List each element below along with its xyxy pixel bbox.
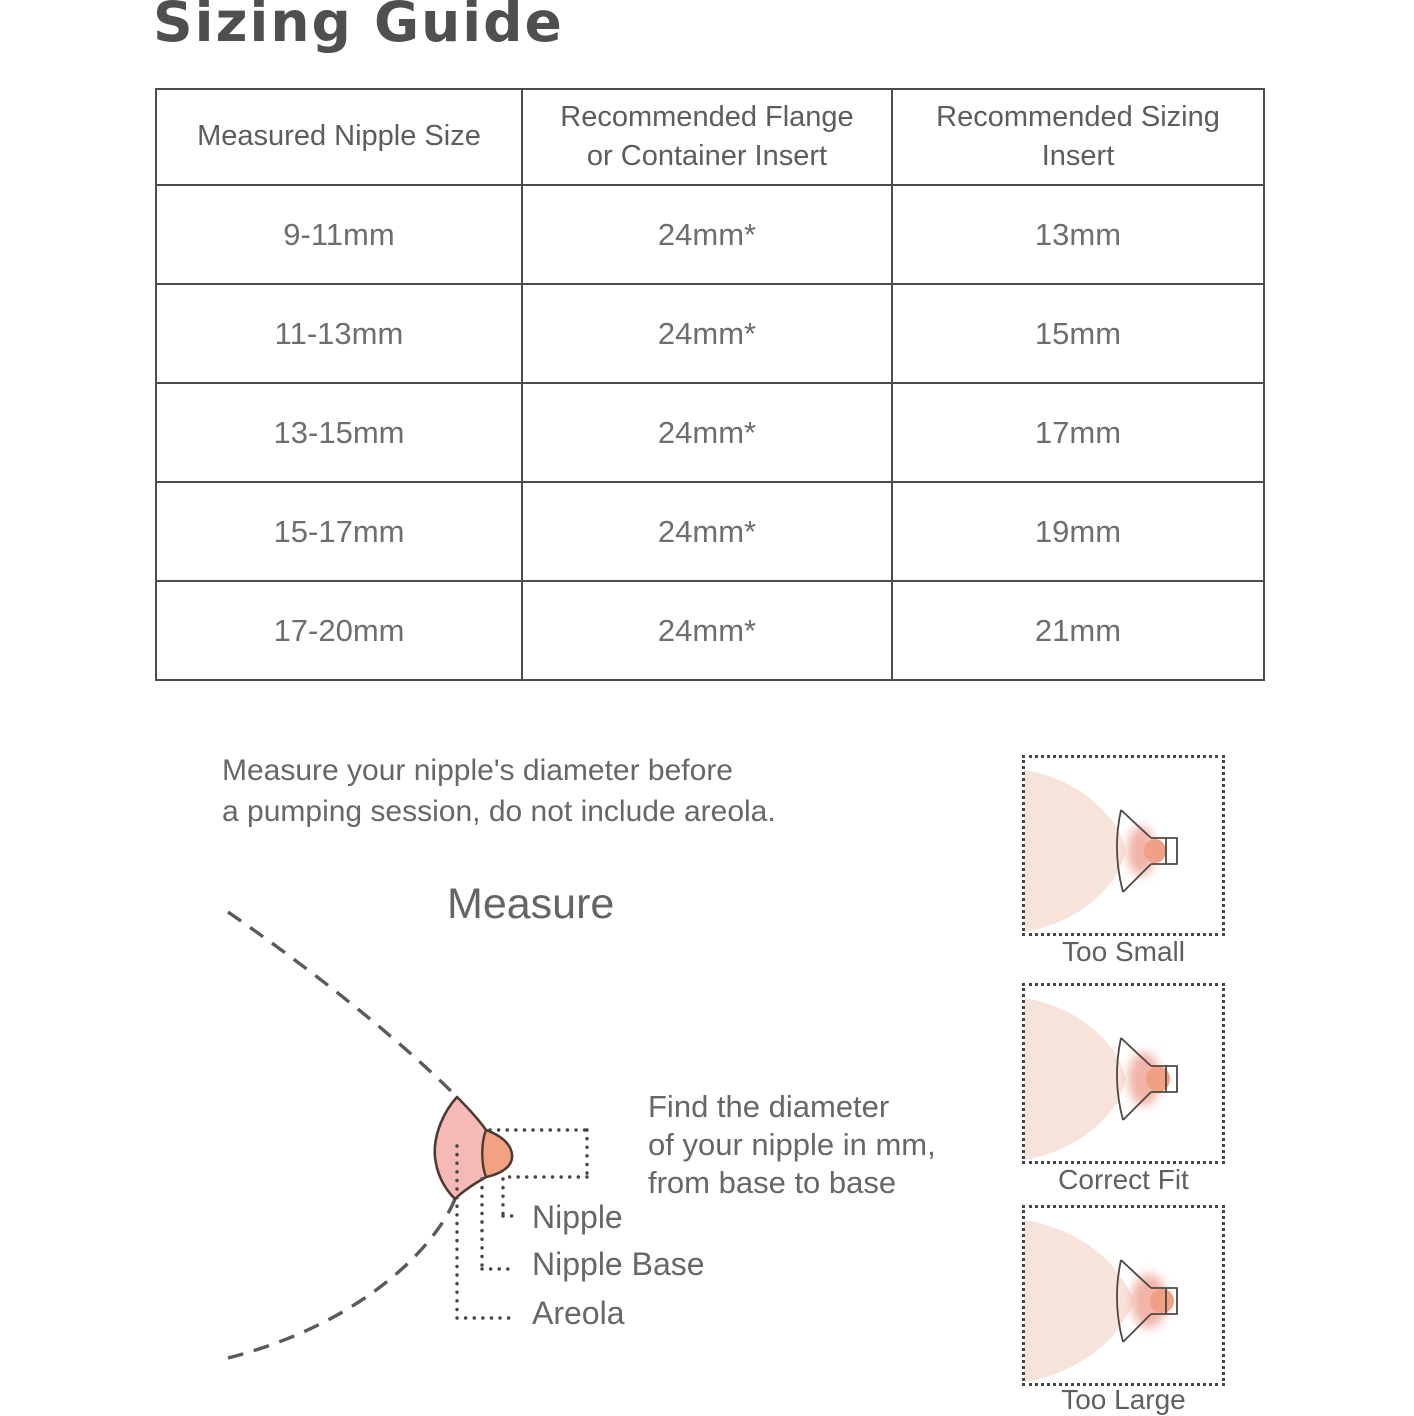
col-header-recommended-flange: Recommended Flange or Container Insert [522,89,892,185]
table-row [156,185,1264,284]
nipple-blob [1150,1289,1174,1313]
table-row [156,581,1264,680]
too-small-flange-illustration [1025,758,1222,933]
table-cell: 19mm [892,482,1264,581]
table-cell: 11-13mm [156,284,522,383]
breast-silhouette [1025,1220,1135,1382]
fit-example-too-small [1022,755,1225,936]
nipple-base-callout-line [482,1179,516,1269]
sizing-table [155,88,1265,681]
page-title: Sizing Guide [153,0,564,54]
nipple-shape [482,1130,512,1177]
fit-example-correct-fit [1022,983,1225,1164]
table-cell: 24mm* [522,185,892,284]
label-nipple-base: Nipple Base [532,1246,705,1282]
table-cell: 24mm* [522,482,892,581]
table-cell: 17-20mm [156,581,522,680]
table-row [156,383,1264,482]
measure-instructions [222,750,776,832]
fit-label-too-large: Too Large [1061,1384,1186,1415]
measure-heading: Measure [447,880,615,928]
measure-instructions-line1: Measure your nipple's diameter before [222,754,733,787]
table-cell: 9-11mm [156,185,522,284]
fit-example-too-large [1022,1205,1225,1386]
table-row [156,284,1264,383]
measure-instructions-line2: a pumping session, do not include areola. [222,795,776,828]
table-cell: 15-17mm [156,482,522,581]
table-cell: 17mm [892,383,1264,482]
breast-outline-dashed-upper [228,912,457,1097]
nipple-callout-line [503,1179,516,1216]
table-cell: 24mm* [522,383,892,482]
find-diameter-line1: Find the diameter [648,1089,890,1124]
table-cell: 24mm* [522,284,892,383]
table-cell: 13mm [892,185,1264,284]
label-areola: Areola [532,1295,625,1331]
find-diameter-line2: of your nipple in mm, [648,1127,936,1162]
breast-outline-dashed-lower [228,1199,455,1358]
table-cell: 21mm [892,581,1264,680]
col-header-measured-nipple-size: Measured Nipple Size [156,89,522,185]
table-header-row [156,89,1264,185]
too-large-flange-illustration [1025,1208,1222,1383]
nipple-blob [1144,839,1166,863]
find-diameter-note [648,1088,936,1202]
label-nipple: Nipple [532,1199,623,1235]
fit-label-too-small: Too Small [1062,936,1185,967]
col-header-recommended-sizing-insert: Recommended Sizing Insert [892,89,1264,185]
table-row [156,482,1264,581]
find-diameter-line3: from base to base [648,1165,897,1200]
fit-label-correct-fit: Correct Fit [1058,1164,1189,1195]
breast-silhouette [1025,770,1126,932]
table-cell: 24mm* [522,581,892,680]
table-cell: 13-15mm [156,383,522,482]
breast-silhouette [1025,998,1126,1160]
correct-fit-flange-illustration [1025,986,1222,1161]
table-cell: 15mm [892,284,1264,383]
